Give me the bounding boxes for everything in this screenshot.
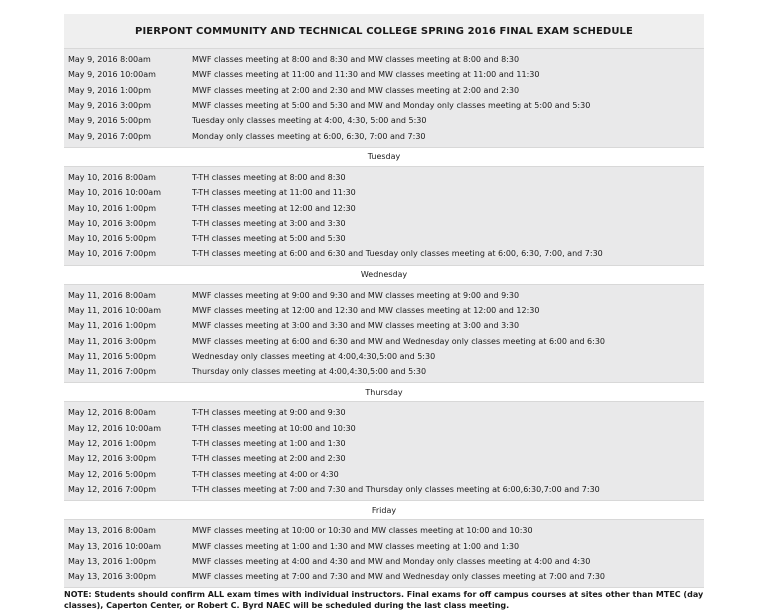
schedule-note: NOTE: Students should confirm ALL exam times with individual instructors. Final exams for off campus courses at sites other than MTEC (day classes), Caperton Center, or Robert C. Byrd NAEC will be scheduled during the last class meeting. — [64, 590, 704, 610]
table-row — [64, 364, 704, 379]
exam-classes: MWF classes meeting at 3:00 and 3:30 and MW classes meeting at 3:00 and 3:30 — [192, 321, 520, 331]
exam-classes: T-TH classes meeting at 6:00 and 6:30 and Tuesday only classes meeting at 6:00, 6:30, 7:00, and 7:30 — [192, 249, 603, 259]
table-row — [64, 436, 704, 451]
table-row — [64, 451, 704, 466]
exam-datetime: May 10, 2016 1:00pm — [68, 203, 157, 213]
exam-classes: T-TH classes meeting at 7:00 and 7:30 and Thursday only classes meeting at 6:00,6:30,7:00 and 7:30 — [192, 484, 600, 494]
table-row — [64, 405, 704, 420]
table-row — [64, 333, 704, 348]
exam-classes: Monday only classes meeting at 6:00, 6:30, 7:00 and 7:30 — [192, 131, 426, 141]
table-row — [64, 52, 704, 67]
table-row — [64, 83, 704, 98]
exam-classes: MWF classes meeting at 9:00 and 9:30 and MW classes meeting at 9:00 and 9:30 — [192, 290, 520, 300]
exam-datetime: May 9, 2016 5:00pm — [68, 116, 151, 126]
exam-datetime: May 11, 2016 8:00am — [68, 290, 156, 300]
exam-datetime: May 10, 2016 7:00pm — [68, 249, 157, 259]
exam-datetime: May 13, 2016 8:00am — [68, 526, 156, 536]
exam-datetime: May 12, 2016 3:00pm — [68, 454, 157, 464]
exam-classes: MWF classes meeting at 8:00 and 8:30 and MW classes meeting at 8:00 and 8:30 — [192, 55, 520, 65]
exam-datetime: May 11, 2016 10:00am — [68, 306, 161, 315]
exam-classes: T-TH classes meeting at 1:00 and 1:30 — [192, 439, 346, 449]
day-heading: Thursday — [64, 383, 704, 402]
schedule-title: PIERPONT COMMUNITY AND TECHNICAL COLLEGE SPRING 2016 FINAL EXAM SCHEDULE — [64, 14, 704, 49]
table-row — [64, 216, 704, 231]
table-row — [64, 523, 704, 538]
exam-classes: T-TH classes meeting at 5:00 and 5:30 — [192, 234, 346, 244]
day-heading: Wednesday — [64, 266, 704, 285]
exam-datetime: May 9, 2016 7:00pm — [68, 131, 151, 141]
exam-datetime: May 9, 2016 1:00pm — [68, 85, 151, 95]
exam-classes: MWF classes meeting at 5:00 and 5:30 and MW and Monday only classes meeting at 5:00 and 5:30 — [192, 101, 591, 111]
exam-datetime: May 10, 2016 5:00pm — [68, 234, 157, 244]
exam-classes: MWF classes meeting at 11:00 and 11:30 and MW classes meeting at 11:00 and 11:30 — [192, 70, 540, 80]
exam-classes: T-TH classes meeting at 2:00 and 2:30 — [192, 454, 346, 464]
table-row — [64, 538, 704, 553]
exam-day-group — [64, 167, 704, 266]
exam-classes: MWF classes meeting at 6:00 and 6:30 and MW and Wednesday only classes meeting at 6:00 and 6:30 — [192, 336, 606, 346]
exam-classes: Wednesday only classes meeting at 4:00,4:30,5:00 and 5:30 — [192, 351, 436, 361]
table-row — [64, 200, 704, 215]
exam-classes: T-TH classes meeting at 9:00 and 9:30 — [192, 408, 346, 418]
table-row — [64, 185, 704, 200]
exam-datetime: May 9, 2016 10:00am — [68, 70, 156, 80]
table-row — [64, 303, 704, 318]
exam-datetime: May 12, 2016 10:00am — [68, 423, 161, 433]
table-row — [64, 231, 704, 246]
exam-classes: T-TH classes meeting at 8:00 and 8:30 — [192, 172, 346, 182]
exam-datetime: May 9, 2016 3:00pm — [68, 101, 151, 111]
day-heading: Tuesday — [64, 148, 704, 167]
table-row — [64, 482, 704, 497]
table-row — [64, 421, 704, 436]
day-heading: Friday — [64, 501, 704, 520]
exam-datetime: May 10, 2016 3:00pm — [68, 218, 157, 228]
schedule-body — [64, 49, 704, 588]
table-row — [64, 349, 704, 364]
table-row — [64, 554, 704, 569]
table-row — [64, 467, 704, 482]
exam-datetime: May 13, 2016 1:00pm — [68, 556, 157, 566]
exam-classes: T-TH classes meeting at 11:00 and 11:30 — [192, 188, 356, 198]
exam-datetime: May 12, 2016 5:00pm — [68, 469, 157, 479]
exam-classes: T-TH classes meeting at 10:00 and 10:30 — [192, 423, 356, 433]
exam-classes: MWF classes meeting at 2:00 and 2:30 and MW classes meeting at 2:00 and 2:30 — [192, 85, 520, 95]
exam-datetime: May 10, 2016 10:00am — [68, 188, 161, 198]
exam-classes: MWF classes meeting at 7:00 and 7:30 and MW and Wednesday only classes meeting at 7:00 and 7:30 — [192, 572, 606, 582]
table-row — [64, 128, 704, 143]
table-row — [64, 170, 704, 185]
exam-datetime: May 11, 2016 3:00pm — [68, 336, 157, 346]
exam-datetime: May 11, 2016 1:00pm — [68, 321, 157, 331]
exam-classes: MWF classes meeting at 1:00 and 1:30 and MW classes meeting at 1:00 and 1:30 — [192, 541, 520, 551]
exam-day-group — [64, 402, 704, 501]
table-row — [64, 569, 704, 584]
exam-classes: Tuesday only classes meeting at 4:00, 4:30, 5:00 and 5:30 — [192, 116, 427, 126]
exam-day-group — [64, 49, 704, 148]
exam-datetime: May 12, 2016 8:00am — [68, 408, 156, 418]
exam-datetime: May 11, 2016 5:00pm — [68, 351, 157, 361]
table-row — [64, 246, 704, 261]
exam-classes: MWF classes meeting at 10:00 or 10:30 and MW classes meeting at 10:00 and 10:30 — [192, 526, 533, 536]
exam-schedule — [64, 14, 704, 611]
exam-datetime: May 13, 2016 10:00am — [68, 541, 161, 551]
exam-day-group — [64, 520, 704, 588]
table-row — [64, 98, 704, 113]
exam-datetime: May 10, 2016 8:00am — [68, 172, 156, 182]
exam-classes: MWF classes meeting at 12:00 and 12:30 and MW classes meeting at 12:00 and 12:30 — [192, 306, 540, 315]
exam-datetime: May 12, 2016 1:00pm — [68, 439, 157, 449]
exam-datetime: May 11, 2016 7:00pm — [68, 367, 157, 377]
exam-datetime: May 12, 2016 7:00pm — [68, 484, 157, 494]
exam-classes: T-TH classes meeting at 4:00 or 4:30 — [192, 469, 339, 479]
table-row — [64, 113, 704, 128]
exam-day-group — [64, 285, 704, 384]
exam-classes: T-TH classes meeting at 12:00 and 12:30 — [192, 203, 356, 213]
exam-datetime: May 9, 2016 8:00am — [68, 55, 151, 65]
exam-classes: T-TH classes meeting at 3:00 and 3:30 — [192, 218, 346, 228]
exam-classes: MWF classes meeting at 4:00 and 4:30 and MW and Monday only classes meeting at 4:00 and 4:30 — [192, 556, 591, 566]
exam-datetime: May 13, 2016 3:00pm — [68, 572, 157, 582]
table-row — [64, 288, 704, 303]
exam-classes: Thursday only classes meeting at 4:00,4:30,5:00 and 5:30 — [192, 367, 427, 377]
table-row — [64, 67, 704, 82]
table-row — [64, 318, 704, 333]
